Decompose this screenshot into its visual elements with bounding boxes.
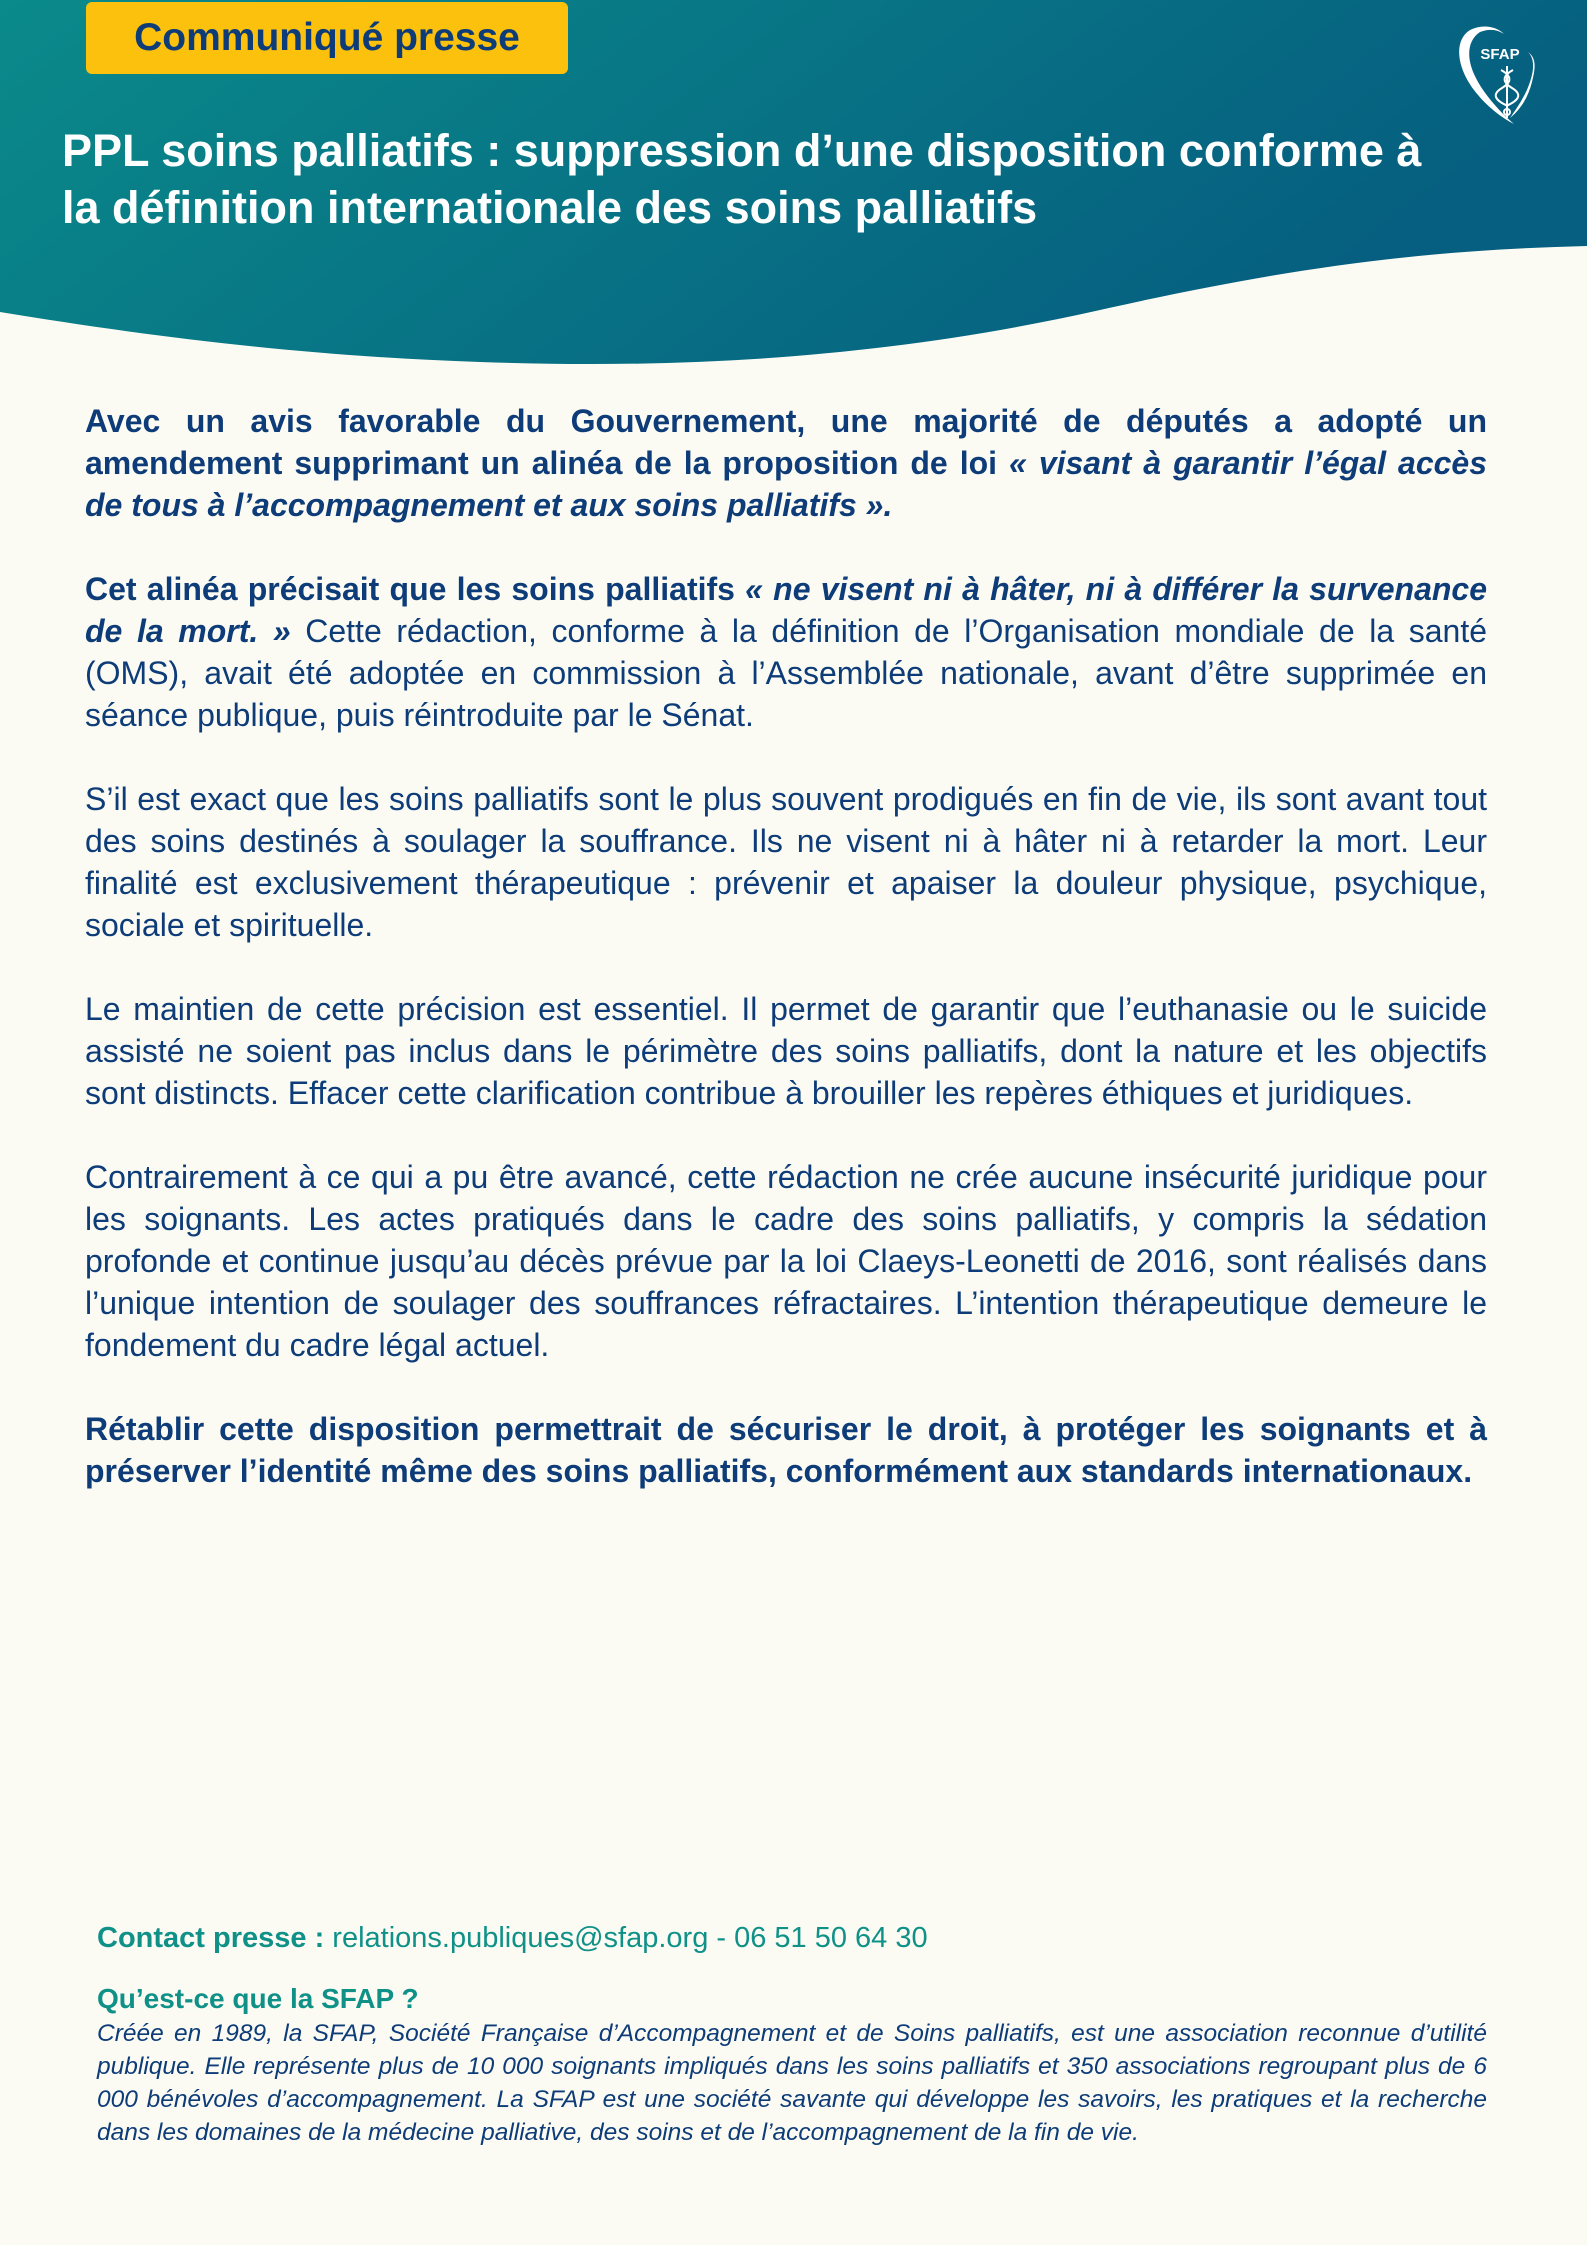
- about-text: Créée en 1989, la SFAP, Société Française d’Accompagnement et de Soins palliatifs, est une association reconnue d’utilité publique. Elle représente plus de 10 000 soignants impliqués dans les soins palliatifs et 350 associations regroupant plus de 6 000 bénévoles d’accompagnement. La SFAP est une société savante qui développe les savoirs, les pratiques et la recherche dans les domaines de la médecine palliative, des soins et de l’accompagnement de la fin de vie.: [97, 2020, 1487, 2146]
- intro-paragraph: [85, 400, 1487, 526]
- page-title: PPL soins palliatifs : suppression d’une disposition conforme à la définition internationale des soins palliatifs: [62, 125, 1422, 233]
- logo-text: SFAP: [1480, 46, 1520, 63]
- conclusion-paragraph: Rétablir cette disposition permettrait de sécuriser le droit, à protéger les soignants et à préserver l’identité même des soins palliatifs, conformément aux standards internationaux.: [85, 1411, 1487, 1489]
- header-banner: [0, 0, 1587, 370]
- intro-quote: « visant à garantir l’égal accès de tous à l’accompagnement et aux soins palliatifs ».: [85, 445, 1488, 523]
- about-title: Qu’est-ce que la SFAP ?: [97, 1983, 419, 2014]
- sfap-logo: [1452, 26, 1550, 126]
- alinea-detail: Cette rédaction, conforme à la définition de l’Organisation mondiale de la santé (OMS), avait été adoptée en commission à l’Assemblée nationale, avant d’être supprimée en séance publique, puis réintroduite par le Sénat.: [85, 613, 1488, 733]
- footer: [97, 1922, 1487, 2149]
- alinea-text: Cet alinéa précisait que les soins palliatifs: [85, 571, 746, 607]
- intro-text: Avec un avis favorable du Gouvernement, une majorité de députés a adopté un amendement supprimant un alinéa de la proposition de loi: [85, 403, 1487, 481]
- paragraph-finalite: S’il est exact que les soins palliatifs sont le plus souvent prodigués en fin de vie, ils sont avant tout des soins destinés à soulager la souffrance. Ils ne visent ni à hâter ni à retarder la mort. Leur finalité est exclusivement thérapeutique : prévenir et apaiser la douleur physique, psychique, sociale et spirituelle.: [85, 781, 1487, 943]
- press-contact: [97, 1922, 1487, 1955]
- alinea-quote: « ne visent ni à hâter, ni à différer la survenance de la mort. »: [85, 571, 1488, 649]
- paragraph-alinea: [85, 568, 1487, 736]
- contact-value[interactable]: relations.publiques@sfap.org - 06 51 50 64 30: [324, 1922, 928, 1954]
- article-body: [85, 400, 1487, 1534]
- paragraph-securite-juridique: Contrairement à ce qui a pu être avancé, cette rédaction ne crée aucune insécurité juridique pour les soignants. Les actes pratiqués dans le cadre des soins palliatifs, y compris la sédation profonde et continue jusqu’au décès prévue par la loi Claeys-Leonetti de 2016, sont réalisés dans l’unique intention de soulager des souffrances réfractaires. L’intention thérapeutique demeure le fondement du cadre légal actuel.: [85, 1159, 1487, 1363]
- contact-label: Contact presse :: [97, 1922, 325, 1954]
- press-release-badge: Communiqué presse: [86, 2, 568, 74]
- paragraph-maintien: Le maintien de cette précision est essentiel. Il permet de garantir que l’euthanasie ou le suicide assisté ne soient pas inclus dans le périmètre des soins palliatifs, dont la nature et les objectifs sont distincts. Effacer cette clarification contribue à brouiller les repères éthiques et juridiques.: [85, 991, 1487, 1111]
